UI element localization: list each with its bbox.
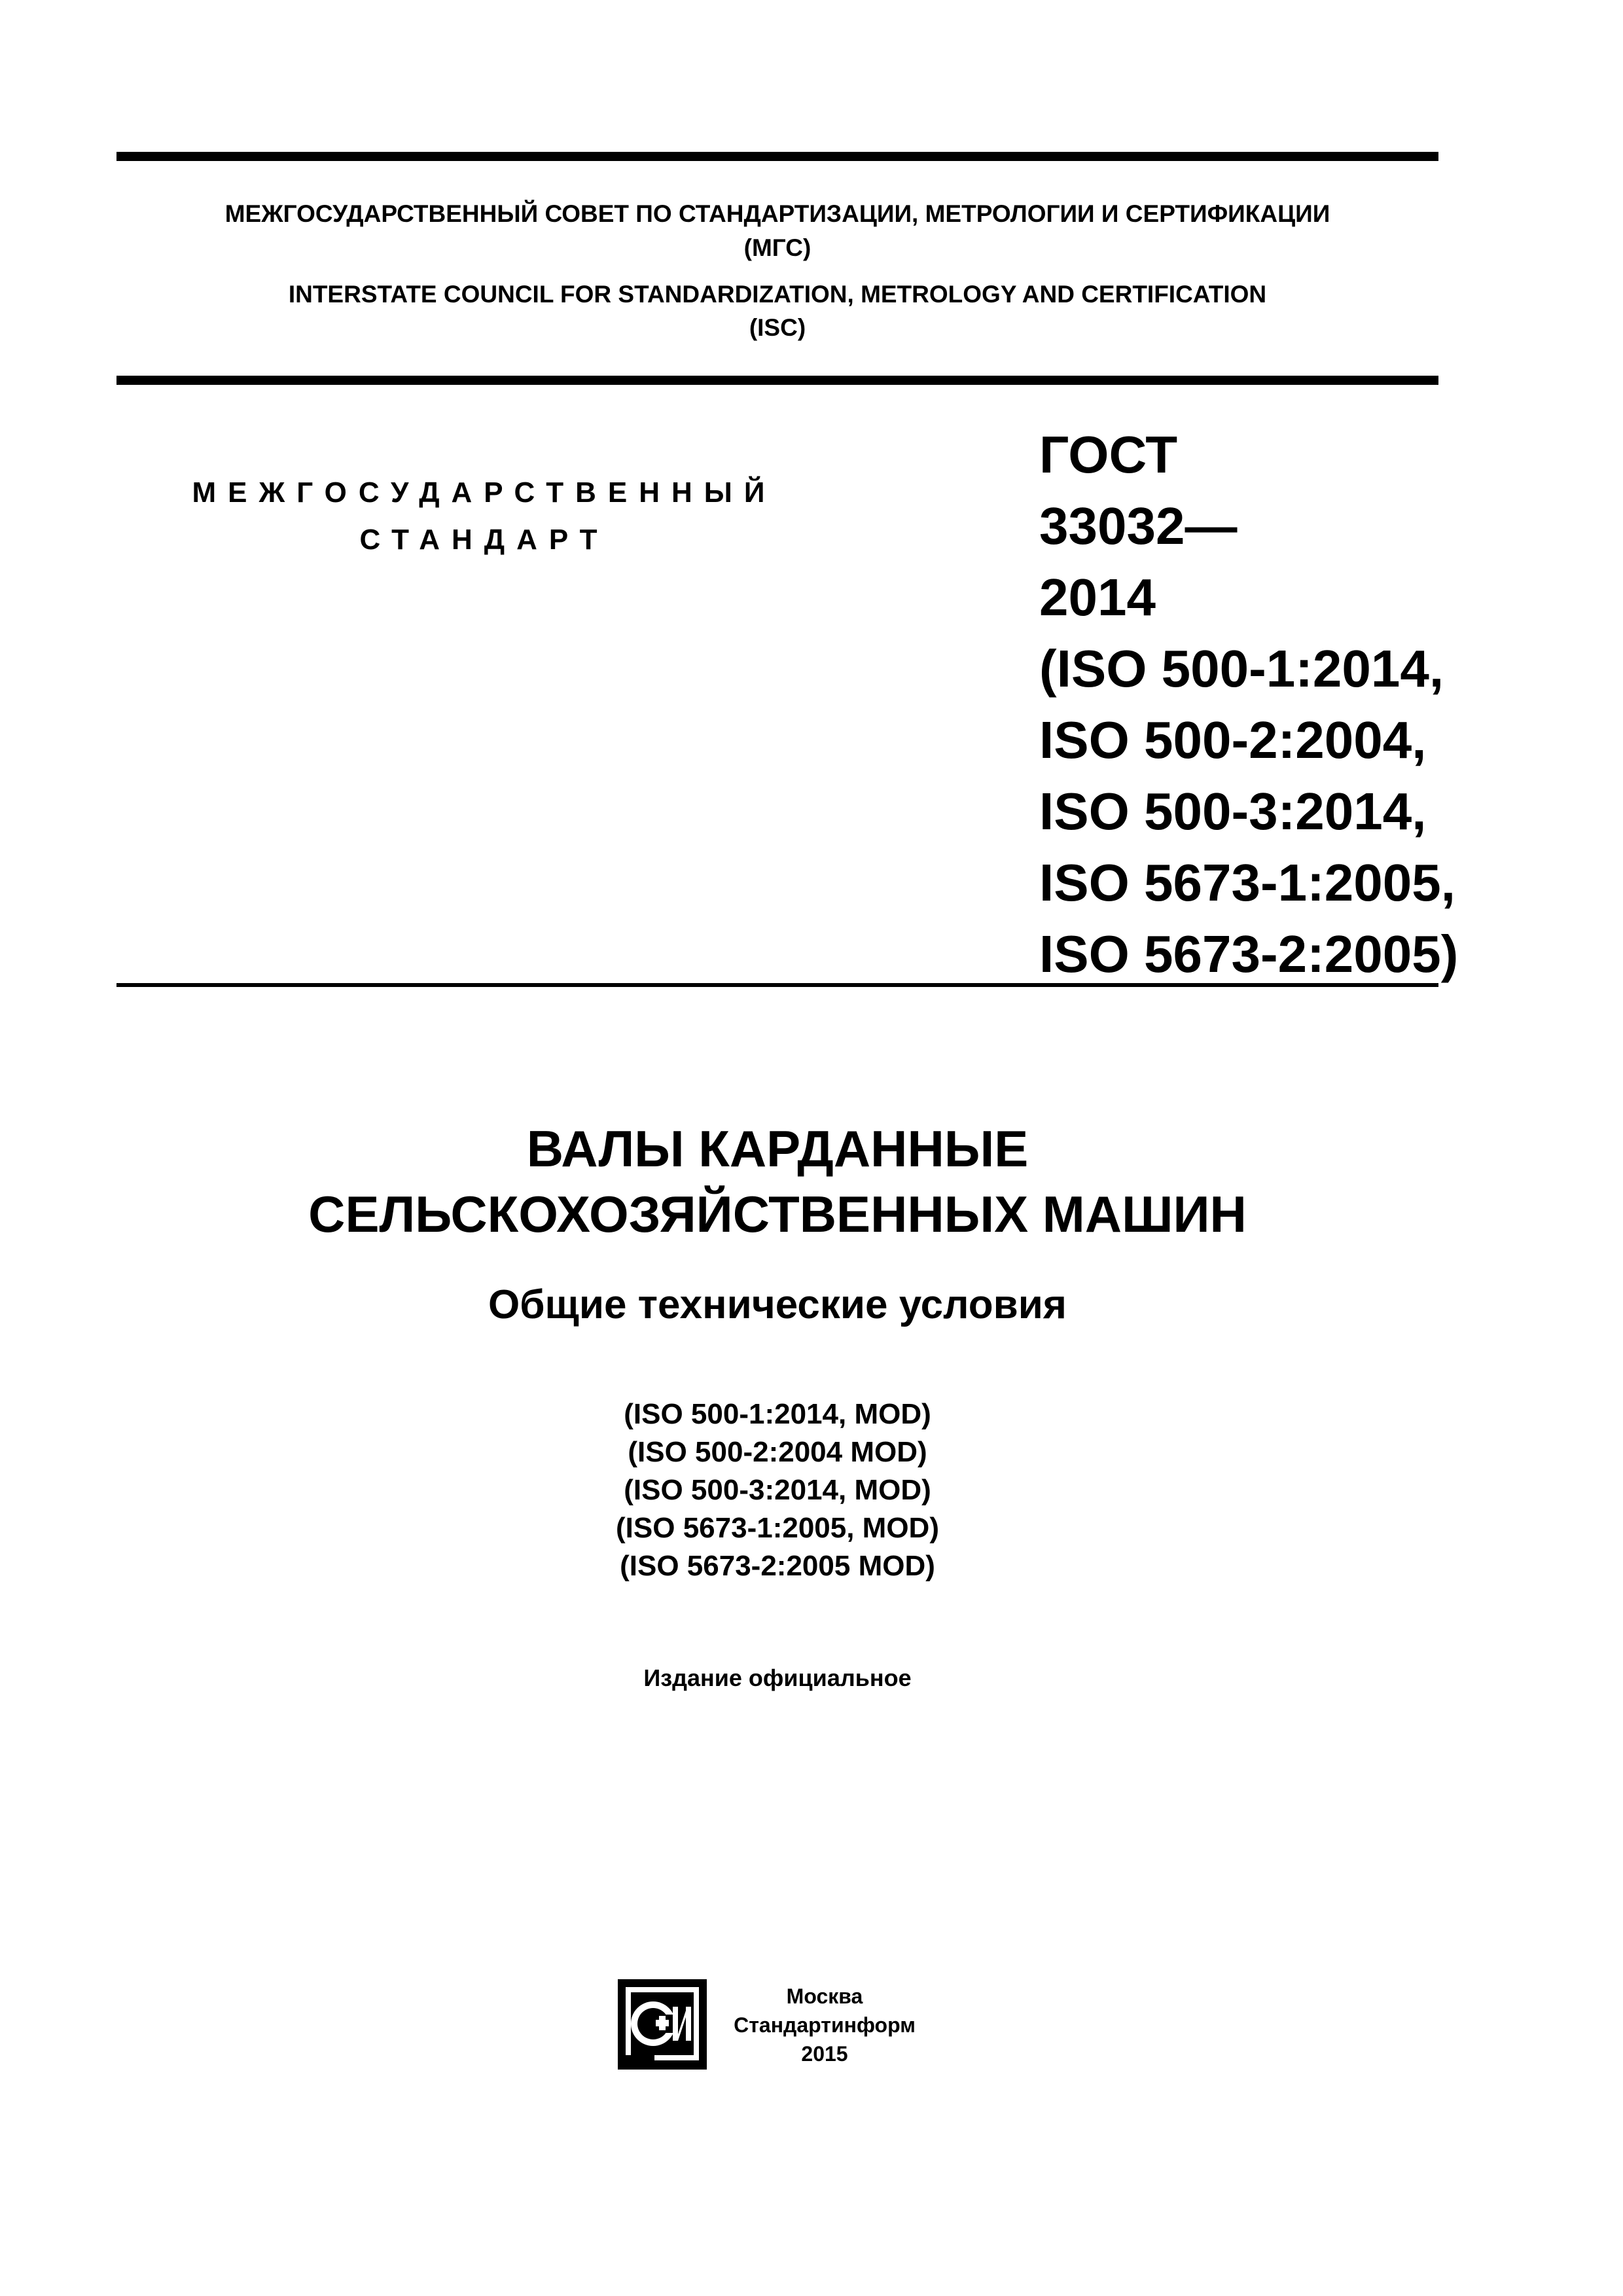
header-rule [116,376,1438,385]
document-title-line-2: СЕЛЬСКОХОЗЯЙСТВЕННЫХ МАШИН [308,1185,1247,1243]
mod-reference: (ISO 5673-2:2005 MOD) [620,1550,935,1582]
mod-reference: (ISO 500-1:2014, MOD) [624,1398,931,1430]
designation-line: ISO 5673-2:2005) [1039,925,1459,983]
designation-line: ISO 500-2:2004, [1039,711,1427,769]
standard-designation [1039,419,1459,990]
designation-line: 2014 [1039,568,1156,626]
document-subtitle: Общие технические условия [488,1282,1067,1327]
publisher-block [726,1982,923,2068]
document-title-line-1: ВАЛЫ КАРДАННЫЕ [526,1120,1029,1177]
mod-reference: (ISO 500-3:2014, MOD) [624,1474,931,1506]
council-name-en: INTERSTATE COUNCIL FOR STANDARDIZATION, METROLOGY AND CERTIFICATION [288,281,1267,308]
publisher-name: Стандартинформ [734,2013,916,2037]
publisher-city: Москва [786,1984,863,2008]
standard-kind-line-1: МЕЖГОСУДАРСТВЕННЫЙ [192,476,777,509]
council-name-ru: МЕЖГОСУДАРСТВЕННЫЙ СОВЕТ ПО СТАНДАРТИЗАЦИИ, МЕТРОЛОГИИ И СЕРТИФИКАЦИИ [224,200,1330,227]
designation-rule [116,983,1438,987]
top-rule [116,152,1438,161]
designation-line: ГОСТ [1039,425,1178,484]
edition-label: Издание официальное [643,1664,912,1691]
mod-reference-list [116,1395,1438,1585]
designation-line: ISO 500-3:2014, [1039,782,1427,840]
council-abbr-en: (ISC) [749,314,806,341]
designation-line: ISO 5673-1:2005, [1039,853,1455,912]
designation-line: (ISO 500-1:2014, [1039,639,1444,698]
standard-kind-line-2: СТАНДАРТ [359,524,609,556]
council-abbr-ru: (МГС) [743,234,812,261]
mod-reference: (ISO 5673-1:2005, MOD) [616,1512,939,1544]
designation-line: 33032— [1039,497,1238,555]
standartinform-logo-icon [616,1978,708,2071]
mod-reference: (ISO 500-2:2004 MOD) [628,1436,927,1468]
publisher-year: 2015 [801,2042,848,2066]
